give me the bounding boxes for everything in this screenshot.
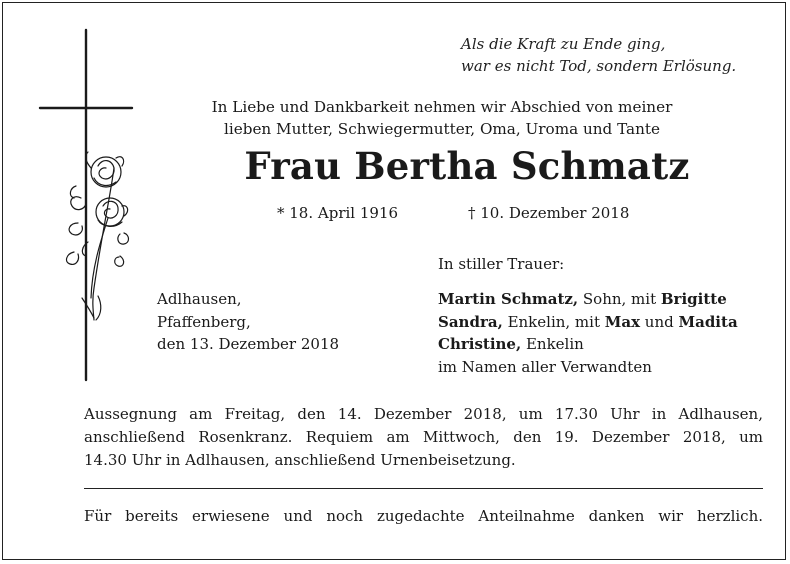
mourner-row: im Namen aller Verwandten: [438, 357, 652, 376]
service-line-3: 14.30 Uhr in Adlhausen, anschließend Urnenbeisetzung.: [84, 451, 516, 469]
mourner-row: [438, 333, 738, 356]
service-details: [84, 403, 763, 472]
motto-line-2: war es nicht Tod, sondern Erlösung.: [461, 57, 737, 75]
deceased-name: Frau Bertha Schmatz: [244, 144, 690, 188]
mourner-partner: Brigitte: [660, 290, 727, 308]
place-line-1: Adlhausen,: [157, 290, 242, 308]
mourner-child: Madita: [678, 312, 738, 331]
divider: [84, 488, 763, 489]
intro-text: [0, 96, 790, 140]
mourner-row: [438, 311, 738, 334]
cross-with-roses-icon: [36, 28, 136, 383]
mourner-row: [438, 288, 738, 311]
birth-date: * 18. April 1916: [277, 204, 399, 222]
place-and-date: [157, 288, 339, 356]
mourner-child: Max: [604, 312, 641, 331]
intro-line-1: In Liebe und Dankbarkeit nehmen wir Abschied von meiner: [211, 98, 673, 116]
place-line-2: Pfaffenberg,: [157, 312, 251, 331]
service-line-1: Aussegnung am Freitag, den 14. Dezember 2018, um 17.30 Uhr in Adlhausen,: [84, 405, 763, 423]
service-line-2: anschließend Rosenkranz. Requiem am Mittwoch, den 19. Dezember 2018, um: [84, 428, 763, 446]
mourners-list: [438, 288, 738, 378]
mourner-name: Martin Schmatz,: [438, 290, 579, 308]
motto-verse: [461, 33, 736, 77]
death-date: † 10. Dezember 2018: [468, 204, 630, 222]
mourner-name: Christine,: [438, 335, 522, 353]
mourner-relation: Enkelin, mit: [502, 312, 605, 331]
motto-line-1: Als die Kraft zu Ende ging,: [461, 35, 666, 53]
mourner-name: Sandra,: [438, 312, 503, 331]
mourning-header: In stiller Trauer:: [438, 255, 565, 273]
intro-line-2: lieben Mutter, Schwiegermutter, Oma, Uroma und Tante: [224, 120, 660, 138]
conjunction: und: [640, 312, 679, 331]
thanks-text: Für bereits erwiesene und noch zugedachte Anteilnahme danken wir herzlich.: [84, 507, 763, 525]
mourner-relation: Enkelin: [521, 335, 584, 353]
date-line: den 13. Dezember 2018: [157, 335, 340, 353]
mourner-relation: Sohn, mit: [578, 290, 661, 308]
